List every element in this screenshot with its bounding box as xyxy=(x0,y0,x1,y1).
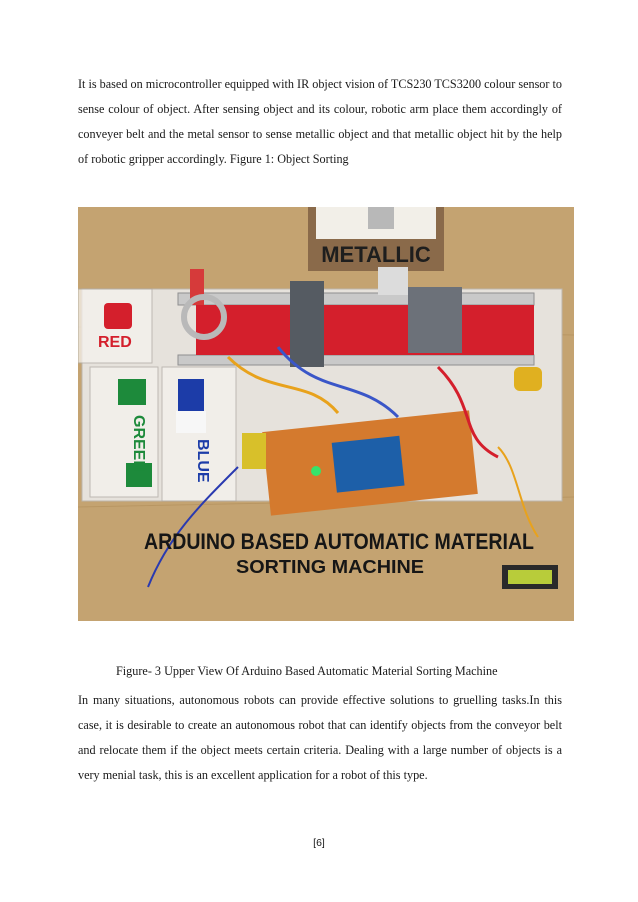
intro-paragraph: It is based on microcontroller equipped with IR object vision of TCS230 TCS3200 colour sensor to sense colour of object. After sensing object and its colour, robotic arm place them accordingly of conveyer belt and the metal sensor to sense metallic object and that metallic object hit by the help of robotic gripper accordingly. Figure 1: Object Sorting xyxy=(78,77,562,166)
blue-label: BLUE xyxy=(194,439,211,483)
metallic-label: METALLIC xyxy=(321,242,431,267)
green-label: GREEN xyxy=(130,415,147,472)
photo-title-line1: ARDUINO BASED AUTOMATIC MATERIAL xyxy=(144,529,534,554)
red-label: RED xyxy=(98,334,132,351)
photo-title-line2: SORTING MACHINE xyxy=(236,557,424,577)
figure-photo xyxy=(78,207,574,621)
body-paragraph: In many situations, autonomous robots can provide effective solutions to gruelling tasks.In this case, it is desirable to create an autonomous robot that can identify objects from the conveyor belt and relocate them if the object meets certain criteria. Dealing with a large number of objects is a very menial task, this is an excellent application for a robot of this type. xyxy=(78,693,562,782)
page-number: [6] xyxy=(313,837,325,849)
figure-caption: Figure- 3 Upper View Of Arduino Based Automatic Material Sorting Machine xyxy=(116,664,498,678)
